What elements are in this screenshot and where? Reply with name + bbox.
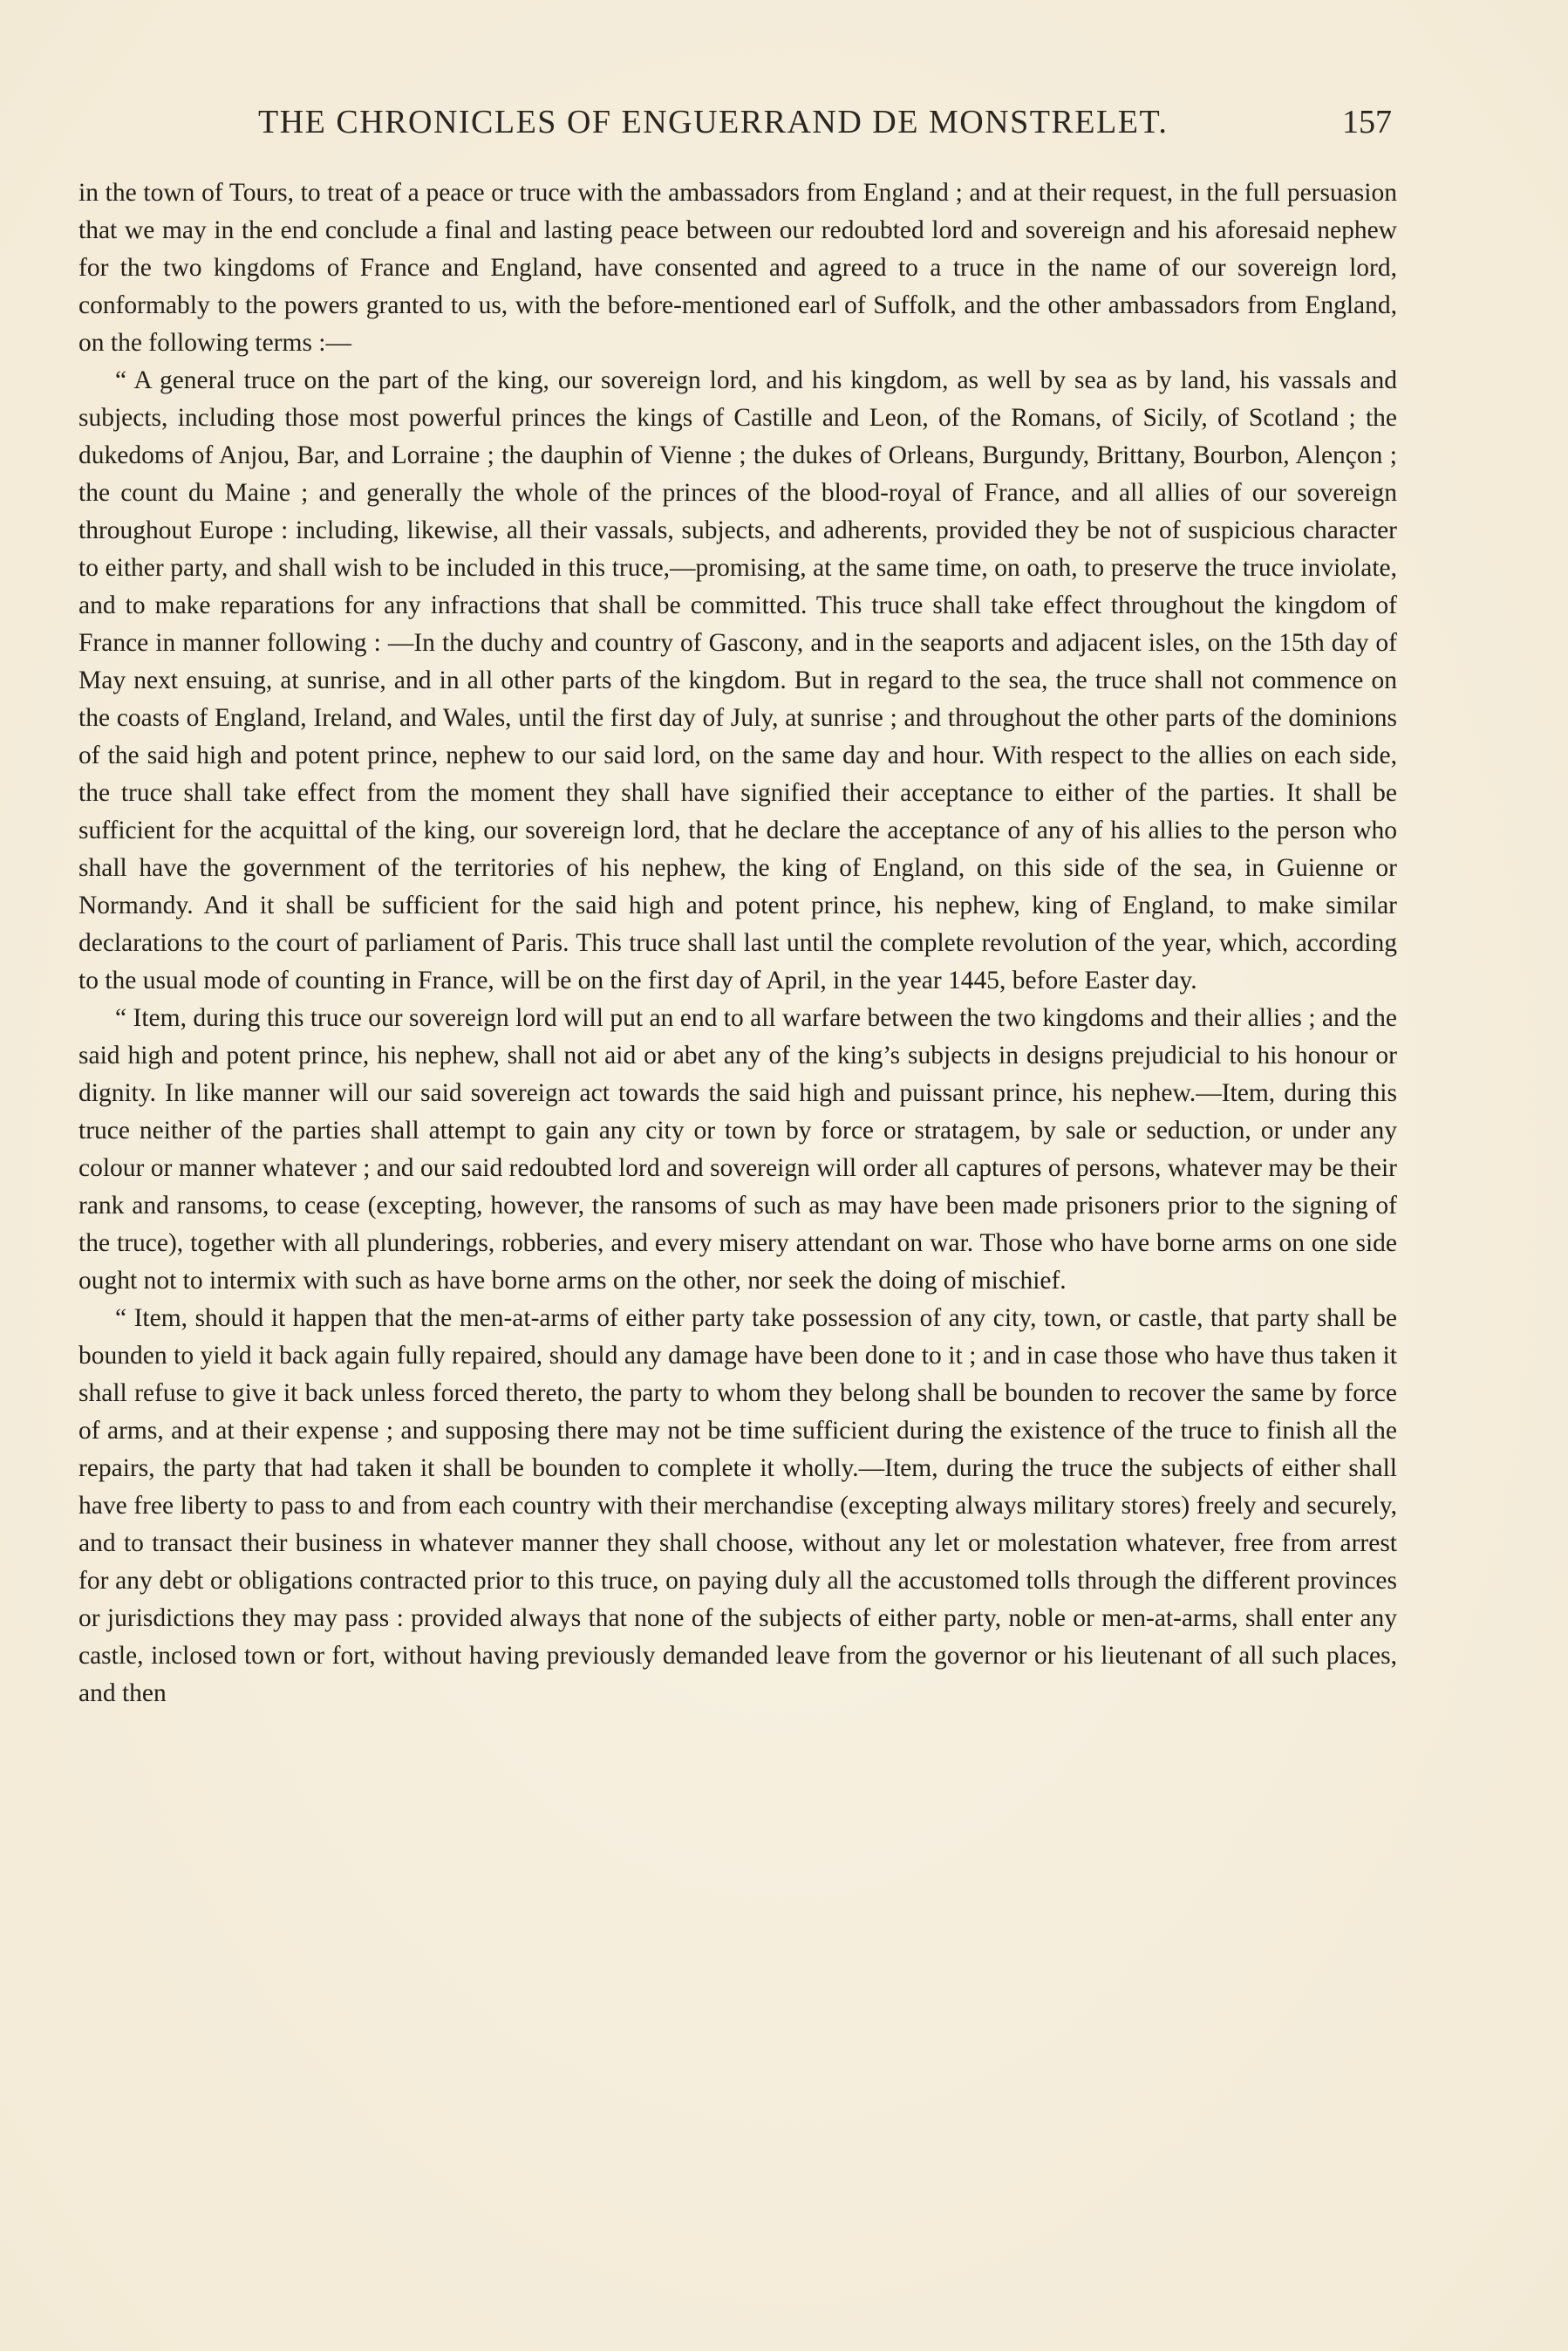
paragraph: “ A general truce on the part of the king, our sovereign lord, and his kingdom, as well by sea as by land, his vassals and subjects, including those most powerful princes the kings of Castille and Leon, of the Romans, of Sicily, of Scotland ; the dukedoms of Anjou, Bar, and Lorraine ; the dauphin of Vienne ; the dukes of Orleans, Burgundy, Brittany, Bourbon, Alençon ; the count du Maine ; and generally the whole of the princes of the blood-royal of France, and all allies of our sovereign throughout Europe : including, likewise, all their vassals, subjects, and adherents, provided they be not of suspicious character to either party, and shall wish to be included in this truce,—promising, at the same time, on oath, to preserve the truce inviolate, and to make reparations for any infractions that shall be committed. This truce shall take effect throughout the kingdom of France in manner following : —In the duchy and country of Gascony, and in the seaports and adjacent isles, on the 15th day of May next ensuing, at sunrise, and in all other parts of the kingdom. But in regard to the sea, the truce shall not commence on the coasts of England, Ireland, and Wales, until the first day of July, at sunrise ; and throughout the other parts of the dominions of the said high and potent prince, nephew to our said lord, on the same day and hour. With respect to the allies on each side, the truce shall take effect from the moment they shall have signified their acceptance to either of the parties. It shall be sufficient for the acquittal of the king, our sovereign lord, that he declare the acceptance of any of his allies to the person who shall have the government of the territories of his nephew, the king of England, on this side of the sea, in Guienne or Normandy. And it shall be sufficient for the said high and potent prince, his nephew, king of England, to make similar declarations to the court of parliament of Paris. This truce shall last until the complete revolution of the year, which, according to the usual mode of counting in France, will be on the first day of April, in the year 1445, before Easter day. <box>78 366 1397 994</box>
paragraph: “ Item, should it happen that the men-at-arms of either party take possession of any city, town, or castle, that party shall be bounden to yield it back again fully repaired, should any damage have been done to it ; and in case those who have thus taken it shall refuse to give it back unless forced thereto, the party to whom they belong shall be bounden to recover the same by force of arms, and at their expense ; and supposing there may not be time sufficient during the existence of the truce to finish all the repairs, the party that had taken it shall be bounden to complete it wholly.—Item, during the truce the subjects of either shall have free liberty to pass to and from each country with their merchandise (excepting always military stores) freely and securely, and to transact their business in whatever manner they shall choose, without any let or molestation whatever, free from arrest for any debt or obligations contracted prior to this truce, on paying duly all the accustomed tolls through the different provinces or jurisdictions they may pass : provided always that none of the subjects of either party, noble or men-at-arms, shall enter any castle, inclosed town or fort, without having previously demanded leave from the governor or his lieutenant of all such places, and then <box>78 1304 1397 1707</box>
body-text <box>78 174 1397 1712</box>
page-header <box>84 103 1392 155</box>
paragraph: “ Item, during this truce our sovereign lord will put an end to all warfare between the two kingdoms and their allies ; and the said high and potent prince, his nephew, shall not aid or abet any of the king’s subjects in designs prejudicial to his honour or dignity. In like manner will our said sovereign act towards the said high and puissant prince, his nephew.—Item, during this truce neither of the parties shall attempt to gain any city or town by force or stratagem, by sale or seduction, or under any colour or manner whatever ; and our said redoubted lord and sovereign will order all captures of persons, whatever may be their rank and ransoms, to cease (excepting, however, the ransoms of such as may have been made prisoners prior to the signing of the truce), together with all plunderings, robberies, and every misery attendant on war. Those who have borne arms on one side ought not to intermix with such as have borne arms on the other, nor seek the doing of mischief. <box>78 1004 1397 1295</box>
paragraph: in the town of Tours, to treat of a peace or truce with the ambassadors from England ; and at their request, in the full persuasion that we may in the end conclude a final and lasting peace between our redoubted lord and sovereign and his aforesaid nephew for the two kingdoms of France and England, have consented and agreed to a truce in the name of our sovereign lord, conformably to the powers granted to us, with the before-mentioned earl of Suffolk, and the other ambassadors from England, on the following terms :— <box>78 179 1397 357</box>
running-title: THE CHRONICLES OF ENGUERRAND DE MONSTRELET. <box>258 104 1169 140</box>
page-number: 157 <box>1342 104 1392 140</box>
